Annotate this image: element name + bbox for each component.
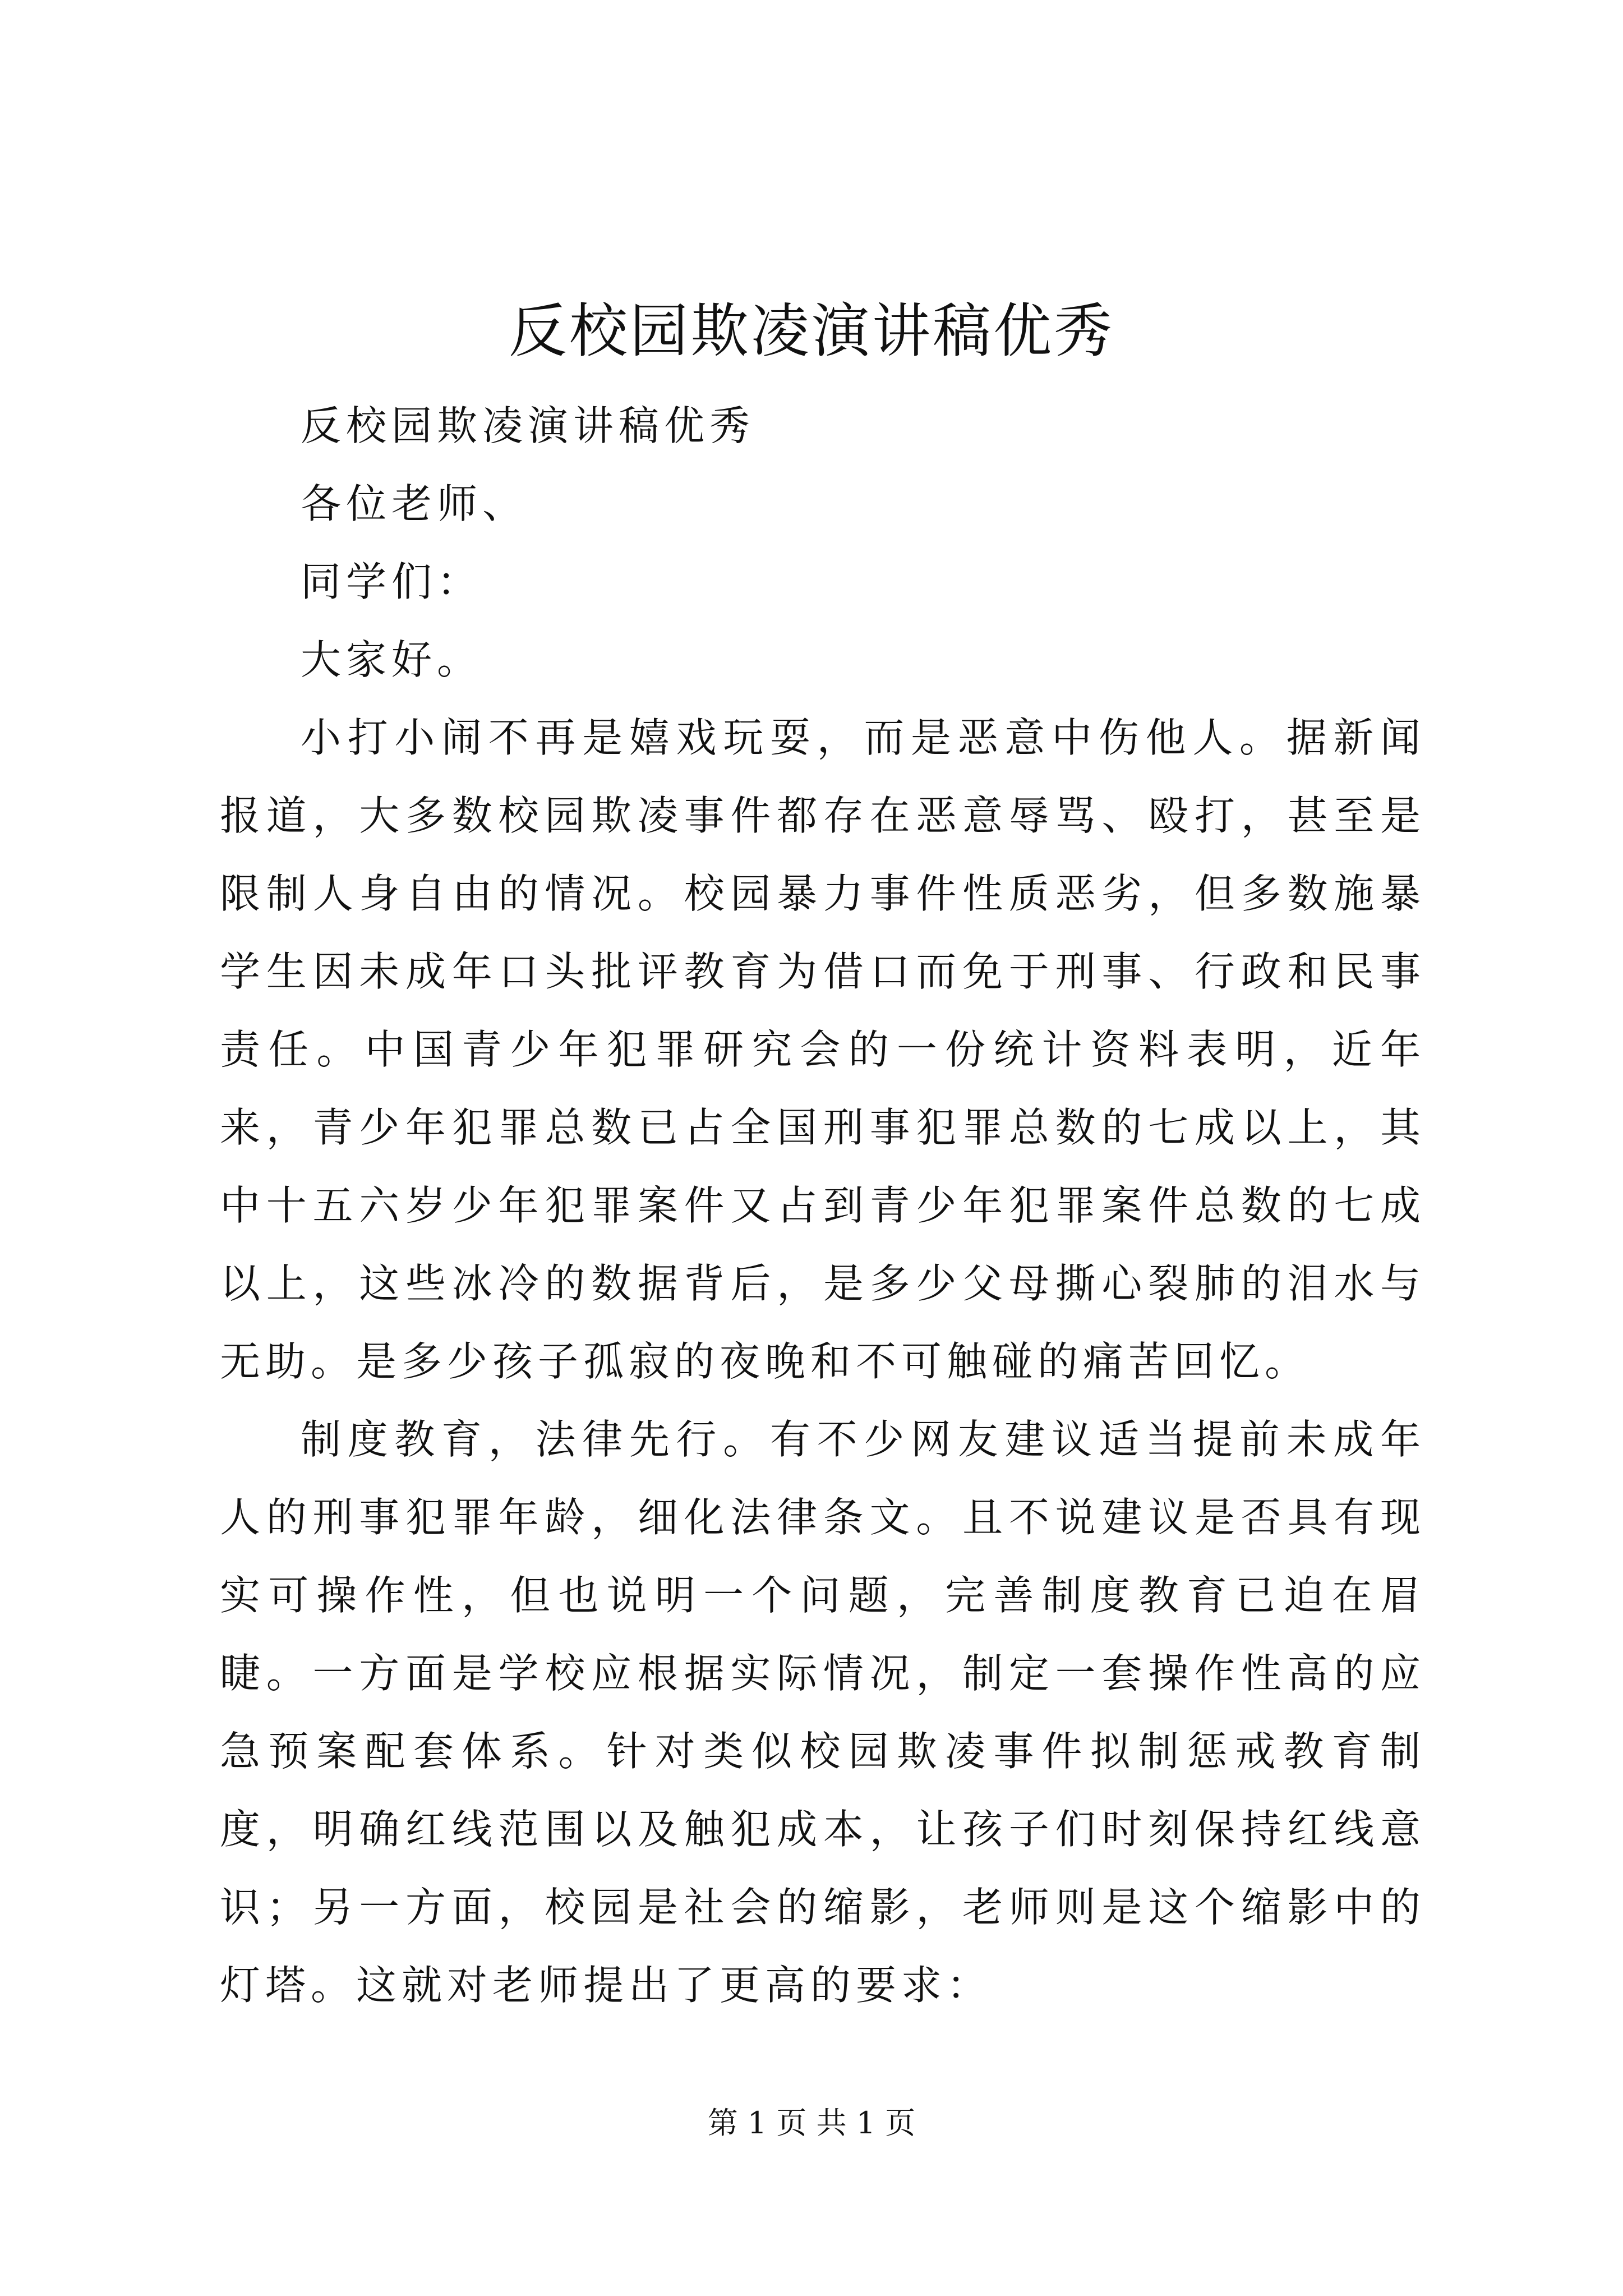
paragraph-greeting-teachers: 各位老师、 [301,480,528,527]
paragraph-hello: 大家好。 [301,636,483,683]
paragraph-greeting-students: 同学们： [301,558,483,605]
paragraph-body-2: 制度教育，法律先行。有不少网友建议适当提前未成年人的刑事犯罪年龄，细化法律条文。且不说建议是否具有现实可操作性，但也说明一个问题，完善制度教育已迫在眉睫。一方面是学校应根据实际情况，制定一套操作性高的应急预案配套体系。针对类似校园欺凌事件拟制惩戒教育制度，明确红线范围以及触犯成本，让孩子们时刻保持红线意识；另一方面，校园是社会的缩影，老师则是这个缩影中的灯塔。这就对老师提出了更高的要求： [220,1416,1426,2009]
paragraph-subtitle: 反校园欺凌演讲稿优秀 [301,402,755,449]
paragraph-body-1: 小打小闹不再是嬉戏玩耍，而是恶意中伤他人。据新闻报道，大多数校园欺凌事件都存在恶意辱骂、殴打，甚至是限制人身自由的情况。校园暴力事件性质恶劣，但多数施暴学生因未成年口头批评教育为借口而免于刑事、行政和民事责任。中国青少年犯罪研究会的一份统计资料表明，近年来，青少年犯罪总数已占全国刑事犯罪总数的七成以上，其中十五六岁少年犯罪案件又占到青少年犯罪案件总数的七成以上，这些冰冷的数据背后，是多少父母撕心裂肺的泪水与无助。是多少孩子孤寂的夜晚和不可触碰的痛苦回忆。 [220,714,1426,1385]
document-title: 反校园欺凌演讲稿优秀 [508,297,1114,365]
document-body [220,387,1426,2024]
page-footer [0,2104,1623,2143]
page-number-label: 第 1 页 共 1 页 [707,2105,916,2141]
